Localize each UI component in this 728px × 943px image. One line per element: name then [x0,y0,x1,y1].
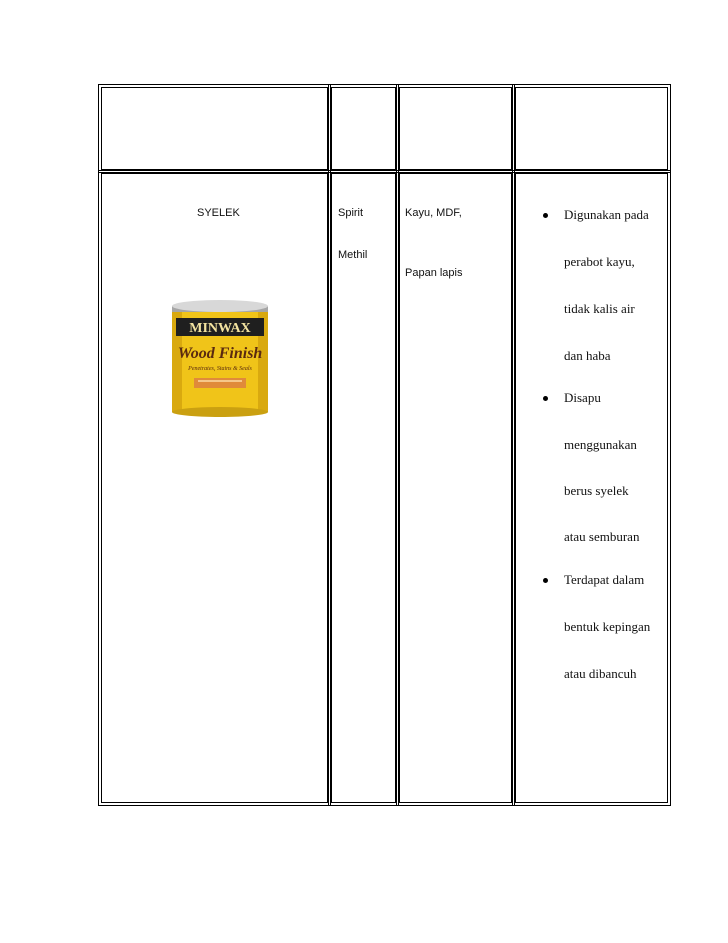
note-1-line-1: Digunakan pada [564,207,649,222]
note-2-line-3: berus syelek [564,483,629,498]
material-cell [101,173,328,803]
surface-line-1: Kayu, MDF, [405,207,462,219]
bullet-icon [543,578,548,583]
surface-line-2: Papan lapis [405,267,463,279]
bullet-icon [543,213,548,218]
product-name-text: Wood Finish [177,345,263,362]
wood-finish-can-image [160,298,280,418]
solvent-line-2: Methil [338,249,368,261]
header-cell-2 [331,87,396,170]
note-3-line-1: Terdapat dalam [564,572,645,587]
bullet-icon [543,396,548,401]
brand-logo-text: MINWAX [189,321,251,336]
header-cell-4 [515,87,668,170]
note-2-line-4: atau semburan [564,529,640,544]
header-cell-3 [399,87,512,170]
note-1-line-3: tidak kalis air [564,301,635,316]
product-tagline-text: Penetrates, Stains & Seals [188,366,252,372]
note-1-line-2: perabot kayu, [564,254,635,269]
solvent-line-1: Spirit [338,207,364,219]
note-2-line-1: Disapu [564,390,601,405]
note-3-line-3: atau dibancuh [564,666,637,681]
material-name: SYELEK [197,207,240,219]
solvent-cell [331,173,396,803]
note-3-line-2: bentuk kepingan [564,619,651,634]
note-1-line-4: dan haba [564,348,611,363]
note-2-line-2: menggunakan [564,437,637,452]
header-cell-1 [101,87,328,170]
